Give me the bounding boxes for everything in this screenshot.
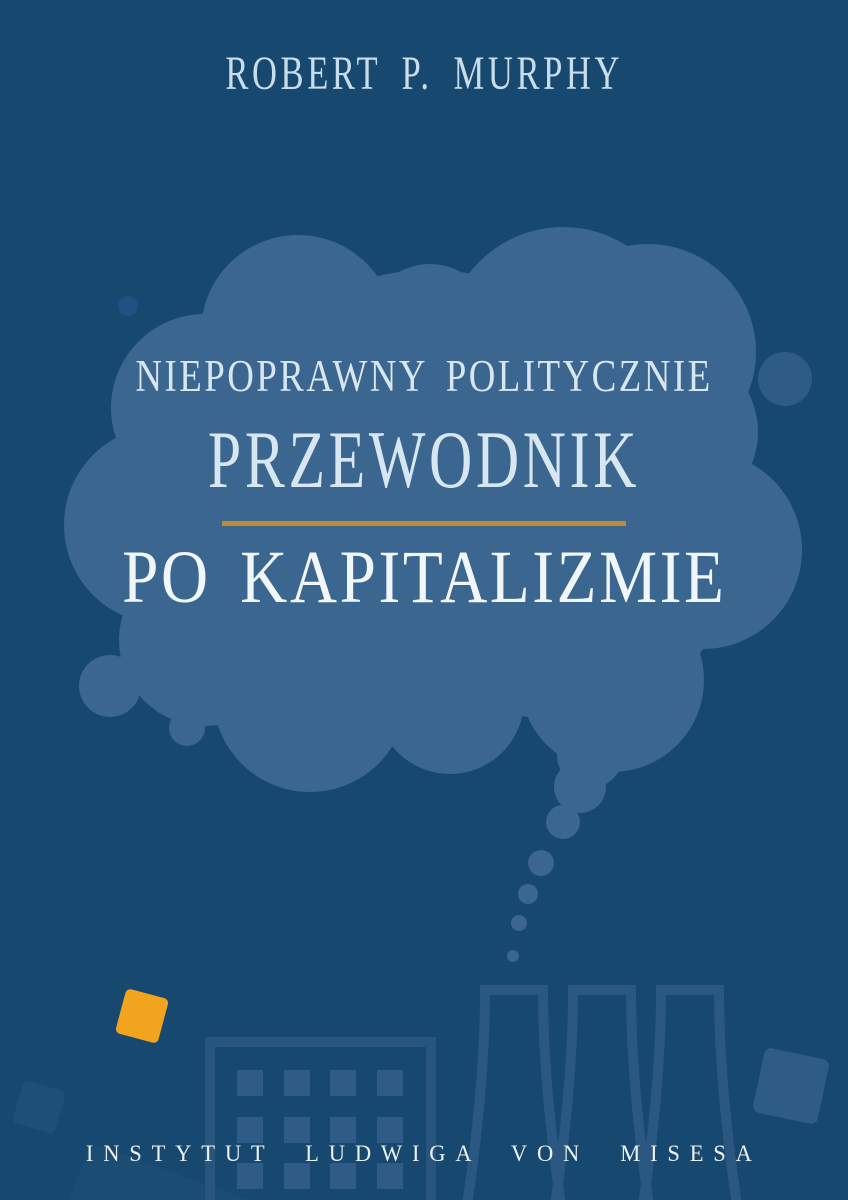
author-name-text: ROBERT P. MURPHY (225, 47, 623, 100)
square-decoration-right (752, 1047, 830, 1125)
title-line-2-text: PRZEWODNIK (207, 414, 641, 505)
building-windows (237, 1070, 403, 1189)
city-building-icon (210, 1042, 431, 1200)
thought-cloud-illustration (64, 227, 802, 792)
square-decoration-small-left (12, 1080, 66, 1134)
gold-divider-line (222, 521, 626, 526)
thought-bubble-tail (507, 761, 606, 962)
title-line-3-text: PO KAPITALIZMIE (121, 536, 727, 619)
dot-decoration (118, 296, 138, 316)
publisher-name-text: INSTYTUT LUDWIGA VON MISESA (86, 1141, 762, 1166)
orange-square-decoration (115, 988, 169, 1044)
chimneys-icon (467, 990, 737, 1200)
circle-decoration-right (758, 352, 812, 406)
title-line-1-text: NIEPOPRAWNY POLITYCZNIE (135, 351, 713, 401)
